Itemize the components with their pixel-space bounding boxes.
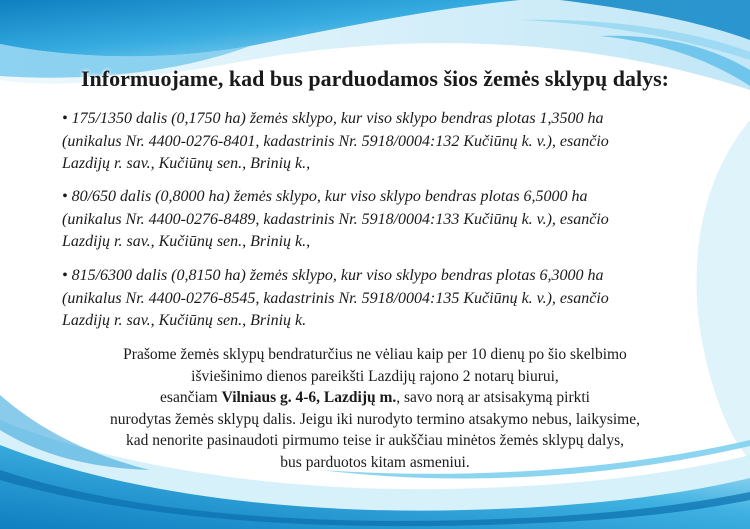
item-line: (unikalus Nr. 4400-0276-8489, kadastrinis Nr. 5918/0004:133 Kučiūnų k. v.), esančio xyxy=(62,210,609,228)
closing-line: bus parduotos kitam asmeniui. xyxy=(280,453,470,471)
item-line: • 175/1350 dalis (0,1750 ha) žemės sklypo, kur viso sklypo bendras plotas 1,3500 ha xyxy=(62,110,604,127)
closing-line: Prašome žemės sklypų bendraturčius ne vėliau kaip per 10 dienų po šio skelbimo xyxy=(123,346,627,363)
land-share-item xyxy=(62,265,702,333)
item-line: Lazdijų r. sav., Kučiūnų sen., Brinių k. xyxy=(62,312,307,329)
closing-text: , savo norą ar atsisakymą pirkti xyxy=(396,389,590,407)
item-line: (unikalus Nr. 4400-0276-8545, kadastrinis Nr. 5918/0004:135 Kučiūnų k. v.), esančio xyxy=(62,289,609,307)
item-line: • 815/6300 dalis (0,8150 ha) žemės sklypo, kur viso sklypo bendras plotas 6,3000 ha xyxy=(62,267,604,284)
closing-text: esančiam xyxy=(160,389,222,407)
item-line: Lazdijų r. sav., Kučiūnų sen., Brinių k., xyxy=(62,233,311,250)
closing-line-address xyxy=(40,387,710,409)
land-share-item xyxy=(62,108,702,176)
item-line: • 80/650 dalis (0,8000 ha) žemės sklypo, kur viso sklypo bendras plotas 6,5000 ha xyxy=(62,188,588,205)
item-line: (unikalus Nr. 4400-0276-8401, kadastrinis Nr. 5918/0004:132 Kučiūnų k. v.), esančio xyxy=(62,132,609,150)
closing-line: kad nenorite pasinaudoti pirmumo teise ir aukščiau minėtos žemės sklypų dalys, xyxy=(125,432,625,450)
closing-line: išviešinimo dienos pareikšti Lazdijų rajono 2 notarų biurui, xyxy=(191,367,559,385)
notice-title: Informuojame, kad bus parduodamos šios žemės sklypų dalys: xyxy=(81,66,669,91)
land-share-item xyxy=(62,186,702,254)
notary-address: Vilniaus g. 4-6, Lazdijų m. xyxy=(221,389,397,407)
closing-line: nurodytas žemės sklypų dalis. Jeigu iki nurodyto termino atsakymo nebus, laikysime, xyxy=(110,410,640,428)
item-line: Lazdijų r. sav., Kučiūnų sen., Brinių k., xyxy=(62,155,311,172)
closing-paragraph xyxy=(40,344,710,474)
